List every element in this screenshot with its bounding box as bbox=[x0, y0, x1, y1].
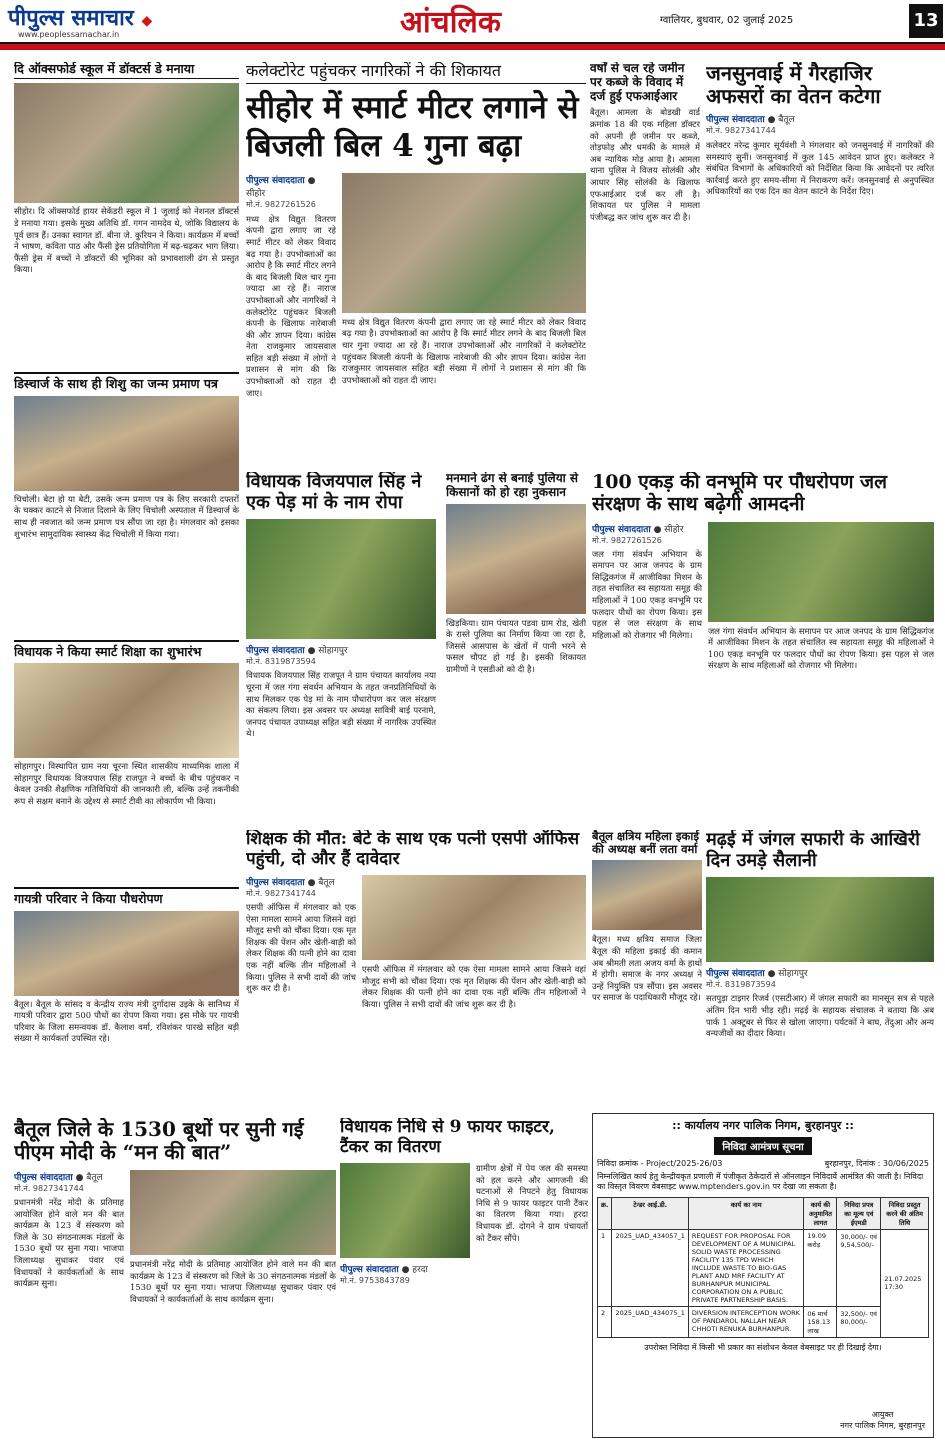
article-kicker: कलेक्टोरेट पहुंचकर नागरिकों ने की शिकायत bbox=[246, 62, 586, 84]
article-photo bbox=[362, 875, 586, 960]
tender-notice bbox=[592, 1113, 934, 1438]
article-photo bbox=[14, 396, 239, 491]
article-photo bbox=[708, 522, 934, 622]
mobile-number: मो.नं. 9827261526 bbox=[246, 199, 316, 209]
article-title: डिस्चार्ज के साथ ही शिशु का जन्म प्रमाण पत्र bbox=[14, 372, 239, 391]
lead-article bbox=[246, 62, 586, 457]
article-title: शिक्षक की मौत: बेटे के साथ एक पत्नी एसपी ऑफिस पहुंची, दो और हैं दावेदार bbox=[246, 830, 580, 869]
article-text: विधायक विजयपाल सिंह राजपूत ने ग्राम पंचायत कार्यालय नया चूरना में जल गंगा संवर्धन अभियान के तहत जनप्रतिनिधियों के साथ मिलकर एक पेड़ मां के नाम पौधारोपण कर जल संरक्षण का संकल्प लिया। इस अवसर पर अध्यक्ष सावित्री बाई परनामे, जनपद पंचायत उपाध्यक्ष सहित बड़ी संख्या में नागरिक उपस्थित थे। bbox=[246, 670, 436, 739]
column-header: कार्य की अनुमानित लागत bbox=[804, 1197, 837, 1229]
byline: पीपुल्स संवाददाता ● हरदा bbox=[340, 1265, 428, 1276]
article-title: बैतूल क्षत्रिय महिला इकाई की अध्यक्ष बनीं लता वर्मा bbox=[592, 830, 700, 857]
fir-article bbox=[590, 62, 700, 457]
tender-intro: निम्नलिखित कार्य हेतु केन्द्रीयकृत प्रणाली में पंजीकृत ठेकेदारों से ऑनलाइन निविदायें आमंत्रित की जाती है। निविदा का विस्तृत विवरण वेबसाइट www.mptenders.gov.in पर देखा जा सकता है। bbox=[597, 1172, 924, 1192]
article-title: गायत्री परिवार ने किया पौधरोपण bbox=[14, 887, 239, 906]
mobile-number: मो.नं. 8319873594 bbox=[246, 657, 316, 667]
article-text: जल गंगा संवर्धन अभियान के समापन पर आज जनपद के ग्राम सिद्धिकगंज में आजीविका मिशन के तहत संचालित स्व सहायता समूह की महिलाओं ने 100 एकड़ वनभूमि पर फलदार पौधों का रोपण किया। इस पहल से जल संरक्षण के साथ महिलाओं को रोजगार भी मिलेगा। bbox=[708, 625, 934, 671]
article-text: बैतूल। मध्य क्षत्रिय समाज जिला बैतूल की महिला इकाई की कमान अब श्रीमती लता अजय वर्मा के हाथों में होगी। समाज के नगर अध्यक्ष ने उन्हें नियुक्ति पत्र सौंपा। इस अवसर पर समाज के पदाधिकारी मौजूद रहे। bbox=[592, 934, 702, 1003]
article-text: ग्रामीण क्षेत्रों में पेय जल की समस्या को हल करने और आगजनी की घटनाओं से निपटने हेतु विधायक निधि से 9 फायर फाइटर पानी टैंकर का वितरण किया गया। हरदा विधायक डॉ. दोगने ने ग्राम पंचायतों को टैंकर सौंपे। bbox=[476, 1163, 588, 1243]
planting-article bbox=[246, 472, 436, 822]
mobile-number: मो.नं. 9753843789 bbox=[340, 1276, 410, 1286]
byline: पीपुल्स संवाददाता ● बैतूल bbox=[706, 115, 795, 125]
article-text: जल गंगा संवर्धन अभियान के समापन पर आज जनपद के ग्राम सिद्धिकगंज में आजीविका मिशन के तहत संचालित स्व सहायता समूह की महिलाओं ने 100 एकड़ वनभूमि पर फलदार पौधों का रोपण किया। इस पहल से जल संरक्षण के साथ महिलाओं को रोजगार भी मिलेगा। bbox=[592, 548, 702, 640]
left-column bbox=[14, 62, 239, 1112]
mobile-number: मो.नं. 9827341744 bbox=[246, 889, 316, 899]
article-text: एसपी ऑफिस में मंगलवार को एक ऐसा मामला सामने आया जिसने वहां मौजूद सभी को चौंका दिया। एक मृत शिक्षक की पेंशन और खेती-बाड़ी को लेकर शिक्षक की पत्नी होने का दावा एक नहीं बल्कि तीन महिलाओं ने किया। पुलिस ने सभी दावों की जांच शुरू कर दी है। bbox=[362, 964, 586, 1009]
column-header: क्र. bbox=[598, 1197, 612, 1229]
article-text: कलेक्टर नरेन्द्र कुमार सूर्यवंशी ने मंगलवार को जनसुनवाई में नागरिकों की समस्याएं सुनीं। जनसुनवाई में कुल 145 आवेदन प्राप्त हुए। कलेक्टर ने संबंधित विभागों के अधिकारियों को निर्देशित किया कि आवेदनों पर त्वरित कार्रवाई करते हुए समय-सीमा में निराकरण करें। जनसुनवाई से अनुपस्थित अधिकारियों का एक दिन का वेतन काटने के निर्देश दिए। bbox=[706, 140, 934, 197]
column-header: टेन्डर आई.डी. bbox=[612, 1197, 688, 1229]
article-text: खिड़किया। ग्राम पंचायत पडवा ग्राम रोड, खेती के रास्ते पुलिया का निर्माण किया जा रहा है, जिससे आसपास के खेतों में पानी भरने से फसल चौपट हो गई है। इसकी शिकायत ग्रामीणों ने एसडीओ को दी है। bbox=[446, 617, 586, 674]
article-title: वर्षों से चल रहे जमीन पर कब्जे के विवाद में दर्ज हुई एफआईआर bbox=[590, 62, 685, 103]
byline: पीपुल्स संवाददाता ● सोहागपुर bbox=[246, 646, 348, 657]
article-title: विधायक निधि से 9 फायर फाइटर, टैंकर का वितरण bbox=[340, 1118, 555, 1157]
article-title: 100 एकड़ की वनभूमि पर पौधरोपण जल संरक्षण के साथ बढ़ेगी आमदनी bbox=[592, 472, 888, 515]
article-photo bbox=[246, 519, 436, 639]
column-header: कार्य का नाम bbox=[688, 1197, 803, 1229]
forest-article bbox=[592, 472, 934, 822]
byline: पीपुल्स संवाददाता ● सीहोर bbox=[246, 175, 316, 199]
article-text: सोहागपुर। विस्थापित ग्राम नया चूरना स्थित शासकीय माध्यमिक शाला में सोहागपुर विधायक विजयपाल सिंह राजपूत ने बच्चों के बीच पहुंचकर न केवल उनकी शैक्षणिक गतिविधियों की जानकारी ली, बल्कि उन्हें तकनीकी रूप से सक्षम बनाने के उद्देश्य से स्मार्ट टीवी का लोकार्पण भी किया। bbox=[14, 761, 239, 806]
table-row: 1 2025_UAD_434057_1 REQUEST FOR PROPOSAL FOR DEVELOPMENT OF A MUNICIPAL SOLID WASTE PROCESSING FACILITY 135 TPD WHICH INCLUDE WASTE TO BIO-GAS PLANT AND MRF FACILITY AT BURHANPUR MUNICIPAL CORPORATION ON A PUBLIC PRIVATE PARTNERSHIP BASIS. 19.09 करोड़ 30,000/- एवं 9,54,500/- 21.07.2025 17:30 bbox=[598, 1229, 929, 1306]
dateline: ग्वालियर, बुधवार, 02 जुलाई 2025 bbox=[660, 15, 794, 26]
article-text: सीहोर। दि ऑक्सफोर्ड हायर सेकेंडरी स्कूल में 1 जुलाई को नेशनल डॉक्टर्स डे मनाया गया। इसके मुख्य अतिथि डॉ. गगन नामदेव थे, जोकि विद्यालय के पूर्व छात्र हैं। उनका स्वागत डॉ. बीना जे. कुरियन ने किया। कार्यक्रम में बच्चों ने भाषण, कविता पाठ और फैंसी ड्रेस प्रतियोगिता में बढ़-चढ़कर भाग लिया। फैंसी ड्रेस में बच्चों ने डॉक्टरों की भूमिका को प्रभावशाली ढंग से प्रस्तुत किया। bbox=[14, 206, 239, 275]
article-photo bbox=[706, 877, 934, 962]
mobile-number: मो.नं. 9827261526 bbox=[592, 535, 662, 545]
mobile-number: मो.नं. 9827341744 bbox=[706, 126, 776, 135]
tender-heading: निविदा आमंत्रण सूचना bbox=[714, 1137, 811, 1155]
tender-ref: निविदा क्रमांक - Project/2025-26/03 bbox=[597, 1159, 723, 1168]
mobile-number: मो.नं. 8319873594 bbox=[706, 980, 776, 990]
article-photo bbox=[342, 173, 586, 313]
article-photo bbox=[14, 663, 239, 758]
newspaper-logo: पीपुल्स समाचार ◆ bbox=[8, 6, 153, 31]
article-title: दि ऑक्सफोर्ड स्कूल में डॉक्टर्स डे मनाया bbox=[14, 62, 239, 79]
page-number: 13 bbox=[909, 4, 943, 38]
article-title: मनमाने ढंग से बनाई पुलिया से किसानों को हो रहा नुकसान bbox=[446, 472, 579, 499]
fire-fighter-article bbox=[340, 1118, 588, 1438]
article-text: मध्य क्षेत्र विद्युत वितरण कंपनी द्वारा लगाए जा रहे स्मार्ट मीटर को लेकर विवाद बढ़ गया है। उपभोक्ताओं का आरोप है कि स्मार्ट मीटर लगने के बाद बिजली बिल चार गुना ज्यादा आ रहे हैं। नाराज उपभोक्ताओं और नागरिकों ने कलेक्टोरेट पहुंचकर बिजली कंपनी के खिलाफ नारेबाजी की और ज्ञापन दिया। कांग्रेस नेता राजकुमार जायसवाल सहित बड़ी संख्या में लोगों ने प्रशासन से मांग की कि उपभोक्ताओं को राहत दी जाए। bbox=[246, 213, 336, 398]
article-photo bbox=[340, 1163, 470, 1258]
byline: पीपुल्स संवाददाता ● बैतूल bbox=[14, 1173, 103, 1183]
article-photo bbox=[130, 1170, 336, 1255]
tender-org: :: कार्यालय नगर पालिक निगम, बुरहानपुर :: bbox=[672, 1119, 854, 1132]
table-header-row bbox=[598, 1197, 929, 1229]
masthead bbox=[0, 0, 945, 44]
article-title: बैतूल जिले के 1530 बूथों पर सुनी गई पीएम मोदी के “मन की बात” bbox=[14, 1118, 304, 1164]
article-photo bbox=[14, 911, 239, 996]
article-text: प्रधानमंत्री नरेंद्र मोदी के प्रतिमाह आयोजित होने वाले मन की बात कार्यक्रम के 123 वें संस्करण को जिले के 30 संगठनात्मक मंडलों के 1530 बूथों पर सुना गया। भाजपा जिलाध्यक्ष सुधाकर पंवार एवं विधायकों ने कार्यकर्ताओं के साथ कार्यक्रम सुना। bbox=[130, 1259, 336, 1304]
byline: पीपुल्स संवाददाता ● बैतूल bbox=[246, 878, 335, 889]
mobile-number: मो.नं. 9827341744 bbox=[14, 1184, 84, 1193]
article-title: विधायक विजयपाल सिंह ने एक पेड़ मां के नाम रोपा bbox=[246, 472, 422, 513]
right-column bbox=[706, 62, 934, 457]
safari-article bbox=[706, 830, 934, 1100]
tender-footer: उपरोक्त निविदा में किसी भी प्रकार का संशोधन केवल वेबसाइट पर ही दिखाई देगा। bbox=[644, 1342, 882, 1352]
header-rule bbox=[0, 44, 945, 50]
website-url[interactable]: www.peoplessamachar.in bbox=[18, 30, 120, 39]
byline: पीपुल्स संवाददाता ● सोहागपुर bbox=[706, 969, 808, 980]
mann-ki-baat-article bbox=[14, 1118, 336, 1438]
logo-icon: ◆ bbox=[141, 13, 153, 29]
tender-date: बुरहानपुर, दिनांक : 30/06/2025 bbox=[824, 1159, 929, 1168]
article-text: प्रधानमंत्री नरेंद्र मोदी के प्रतिमाह आयोजित होने वाले मन की बात कार्यक्रम के 123 वें संस्करण को जिले के 30 संगठनात्मक मंडलों के 1530 बूथों पर सुना गया। भाजपा जिलाध्यक्ष सुधाकर पंवार एवं विधायकों ने कार्यकर्ताओं के साथ कार्यक्रम सुना। bbox=[14, 1197, 124, 1289]
teacher-article bbox=[246, 830, 586, 1100]
article-title: मढ़ई में जंगल सफारी के आखिरी दिन उमड़े सैलानी bbox=[706, 830, 920, 871]
article-title: जनसुनवाई में गैरहाजिर अफसरों का वेतन कटेगा bbox=[706, 62, 881, 108]
article-text: बैतूल। आमला के बोडखी वार्ड क्रमांक 18 की एक महिला डॉक्टर को अपनी ही जमीन पर कब्जे, तोड़फोड़ और धमकी के मामले में अब न्यायिक मोड़ आया है। आमला थाना पुलिस ने विजय सोलंकी और आधार सिंह सोलंकी के खिलाफ एफआईआर दर्ज कर ली है। शिकायत पर पुलिस ने मामला पंजीबद्ध कर जांच शुरू कर दी है। bbox=[590, 107, 700, 222]
article-text: चिचोली। बेटा हो या बेटी, उसके जन्म प्रमाण पत्र के लिए सरकारी दफ्तरों के चक्कर काटने से निजात दिलाने के लिए चिचोली अस्पताल में डिस्चार्ज के साथ ही नवजात को जन्म प्रमाण पत्र सौंपा जा रहा है। मंगलवार को इसका शुभारंभ सामुदायिक स्वास्थ्य केंद्र चिचोली में किया गया। bbox=[14, 493, 239, 539]
article-text: बैतूल। बैतूल के सांसद व केन्द्रीय राज्य मंत्री दुर्गादास उइके के सानिध्य में गायत्री परिवार द्वारा 500 पौधों का रोपण किया गया। इस मौके पर गायत्री परिवार के जिला समन्वयक डॉ. कैलाश वर्मा, रविशंकर पारखे सहित बड़ी संख्या में कार्यकर्ता उपस्थित रहे। bbox=[14, 998, 239, 1044]
article-title: विधायक ने किया स्मार्ट शिक्षा का शुभारंभ bbox=[14, 640, 239, 659]
article-photo bbox=[592, 860, 702, 930]
tender-signature: आयुक्त नगर पालिक निगम, बुरहानपुर bbox=[840, 1410, 925, 1430]
table-row: 2 2025_UAD_434075_1 DIVERSION INTERCEPTION WORK OF PANDAROL NALLAH NEAR CHHOTI RENUKA BURHANPUR. 06 मार्च 158.13 लाख 32,500/- एवं 80,000/- bbox=[598, 1306, 929, 1337]
lata-verma-article bbox=[592, 830, 702, 1100]
column-header: निविदा प्रपत्र का मूल्य एवं ईएमडी bbox=[837, 1197, 881, 1229]
section-title: आंचलिक bbox=[400, 5, 501, 40]
article-text: मध्य क्षेत्र विद्युत वितरण कंपनी द्वारा लगाए जा रहे स्मार्ट मीटर को लेकर विवाद बढ़ गया है। उपभोक्ताओं का आरोप है कि स्मार्ट मीटर लगने के बाद बिजली बिल चार गुना ज्यादा आ रहे हैं। नाराज उपभोक्ताओं और नागरिकों ने कलेक्टोरेट पहुंचकर बिजली कंपनी के खिलाफ नारेबाजी की और ज्ञापन दिया। कांग्रेस नेता राजकुमार जायसवाल सहित बड़ी संख्या में लोगों ने प्रशासन से मांग की कि उपभोक्ताओं को राहत दी जाए। bbox=[342, 316, 586, 385]
culvert-article bbox=[446, 472, 586, 822]
article-photo bbox=[446, 504, 586, 614]
article-text: एसपी ऑफिस में मंगलवार को एक ऐसा मामला सामने आया जिसने वहां मौजूद सभी को चौंका दिया। एक मृत शिक्षक की पेंशन और खेती-बाड़ी को लेकर शिक्षक की पत्नी होने का दावा एक नहीं बल्कि तीन महिलाओं ने किया। पुलिस ने सभी दावों की जांच शुरू कर दी है। bbox=[246, 902, 356, 994]
article-title: सीहोर में स्मार्ट मीटर लगाने से बिजली बिल 4 गुना बढ़ा bbox=[246, 90, 579, 164]
tender-table bbox=[597, 1197, 929, 1338]
article-photo bbox=[14, 83, 239, 203]
byline: पीपुल्स संवाददाता ● सीहोर bbox=[592, 524, 684, 535]
article-text: सतपुड़ा टाइगर रिजर्व (एसटीआर) में जंगल सफारी का मानसून सत्र से पहले अंतिम दिन भारी भीड़ रही। मढ़ई के सहायक संचालक ने बताया कि अब पार्क 1 अक्टूबर से फिर से खोला जाएगा। पर्यटकों ने बाघ, तेंदुआ और अन्य वन्यजीवों का दीदार किया। bbox=[706, 993, 934, 1039]
column-header: निविदा प्रस्तुत करने की अंतिम तिथि bbox=[881, 1197, 929, 1229]
